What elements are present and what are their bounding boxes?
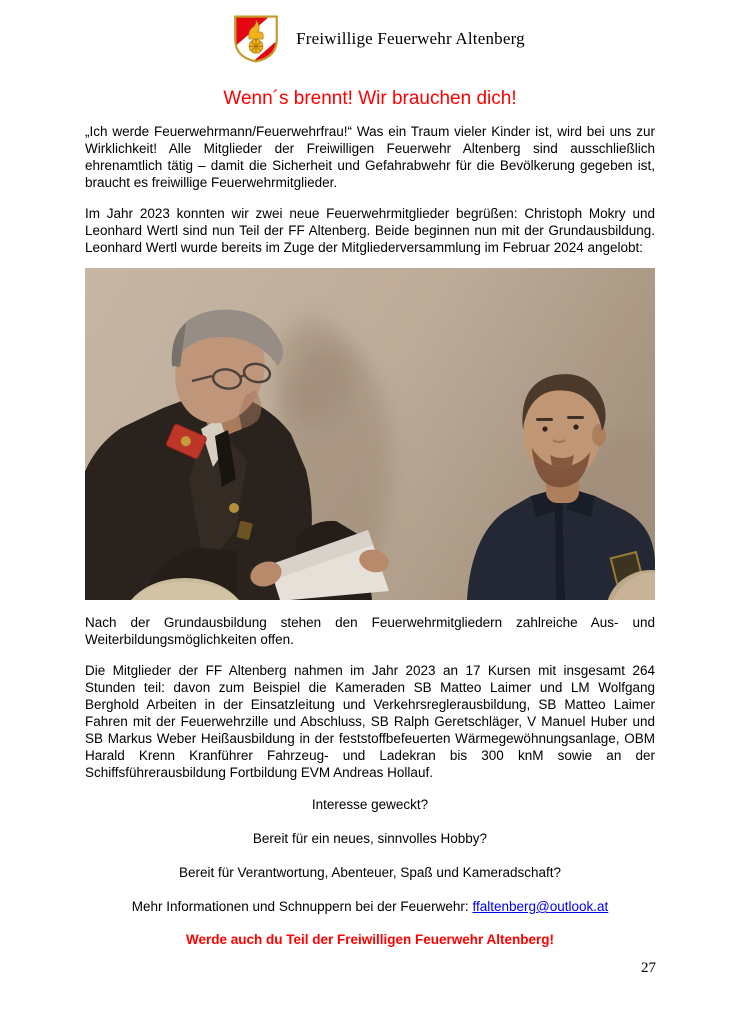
ceremony-photo xyxy=(85,268,655,600)
paragraph-intro: „Ich werde Feuerwehrmann/Feuerwehrfrau!“ Was ein Traum vieler Kinder ist, wird bei uns zur Wirklichkeit! Alle Mitglieder der Freiwilligen Feuerwehr Altenberg sind ausschließlich ehrenamtlich tätig – damit die Sicherheit und Gefahrabwehr für die Bevölkerung gegeben ist, braucht es freiwillige Feuerwehrmitglieder. xyxy=(85,124,655,190)
paragraph-courses: Die Mitglieder der FF Altenberg nahmen im Jahr 2023 an 17 Kursen mit insgesamt 264 Stunden teil: davon zum Beispiel die Kameraden SB Matteo Laimer und LM Wolfgang Berghold Arbeiten in der Einsatzleitung und Verkehrsreglerausbildung, SB Matteo Laimer Fahren mit der Feuerwehrzille und Abschluss, SB Ralph Geretschläger, V Manuel Huber und SB Markus Weber Heißausbildung in der feststoffbefeuerten Wärmegewöhnungsanlage, OBM Harald Krenn Kranführer Fahrzeug- und Ladekran bis 300 knM sowie an der Schiffsführerausbildung Fortbildung EVM Andreas Hollauf. xyxy=(85,663,655,780)
organisation-name: Freiwillige Feuerwehr Altenberg xyxy=(296,29,525,48)
document-header xyxy=(12,0,731,64)
contact-line xyxy=(85,898,655,915)
content-column xyxy=(0,88,731,948)
page-number: 27 xyxy=(641,960,656,976)
cta-line-responsibility: Bereit für Verantwortung, Abenteuer, Spaß und Kameradschaft? xyxy=(179,865,561,880)
paragraph-training: Nach der Grundausbildung stehen den Feuerwehrmitgliedern zahlreiche Aus- und Weiterbildungsmöglichkeiten offen. xyxy=(85,615,655,647)
contact-prefix: Mehr Informationen und Schnuppern bei der Feuerwehr: xyxy=(131,899,473,914)
fire-brigade-crest-icon xyxy=(230,14,282,64)
closing-appeal: Werde auch du Teil der Freiwilligen Feuerwehr Altenberg! xyxy=(185,932,555,947)
email-link[interactable]: ffaltenberg@outlook.at xyxy=(472,899,609,914)
paragraph-new-members: Im Jahr 2023 konnten wir zwei neue Feuerwehrmitglieder begrüßen: Christoph Mokry und Leonhard Wertl sind nun Teil der FF Altenberg. Beide beginnen nun mit der Grundausbildung. Leonhard Wertl wurde bereits im Zuge der Mitgliederversammlung im Februar 2024 angelobt: xyxy=(85,206,655,255)
cta-line-hobby: Bereit für ein neues, sinnvolles Hobby? xyxy=(252,831,488,846)
page-title: Wenn´s brennt! Wir brauchen dich! xyxy=(223,88,517,109)
cta-line-interest: Interesse geweckt? xyxy=(311,797,429,812)
